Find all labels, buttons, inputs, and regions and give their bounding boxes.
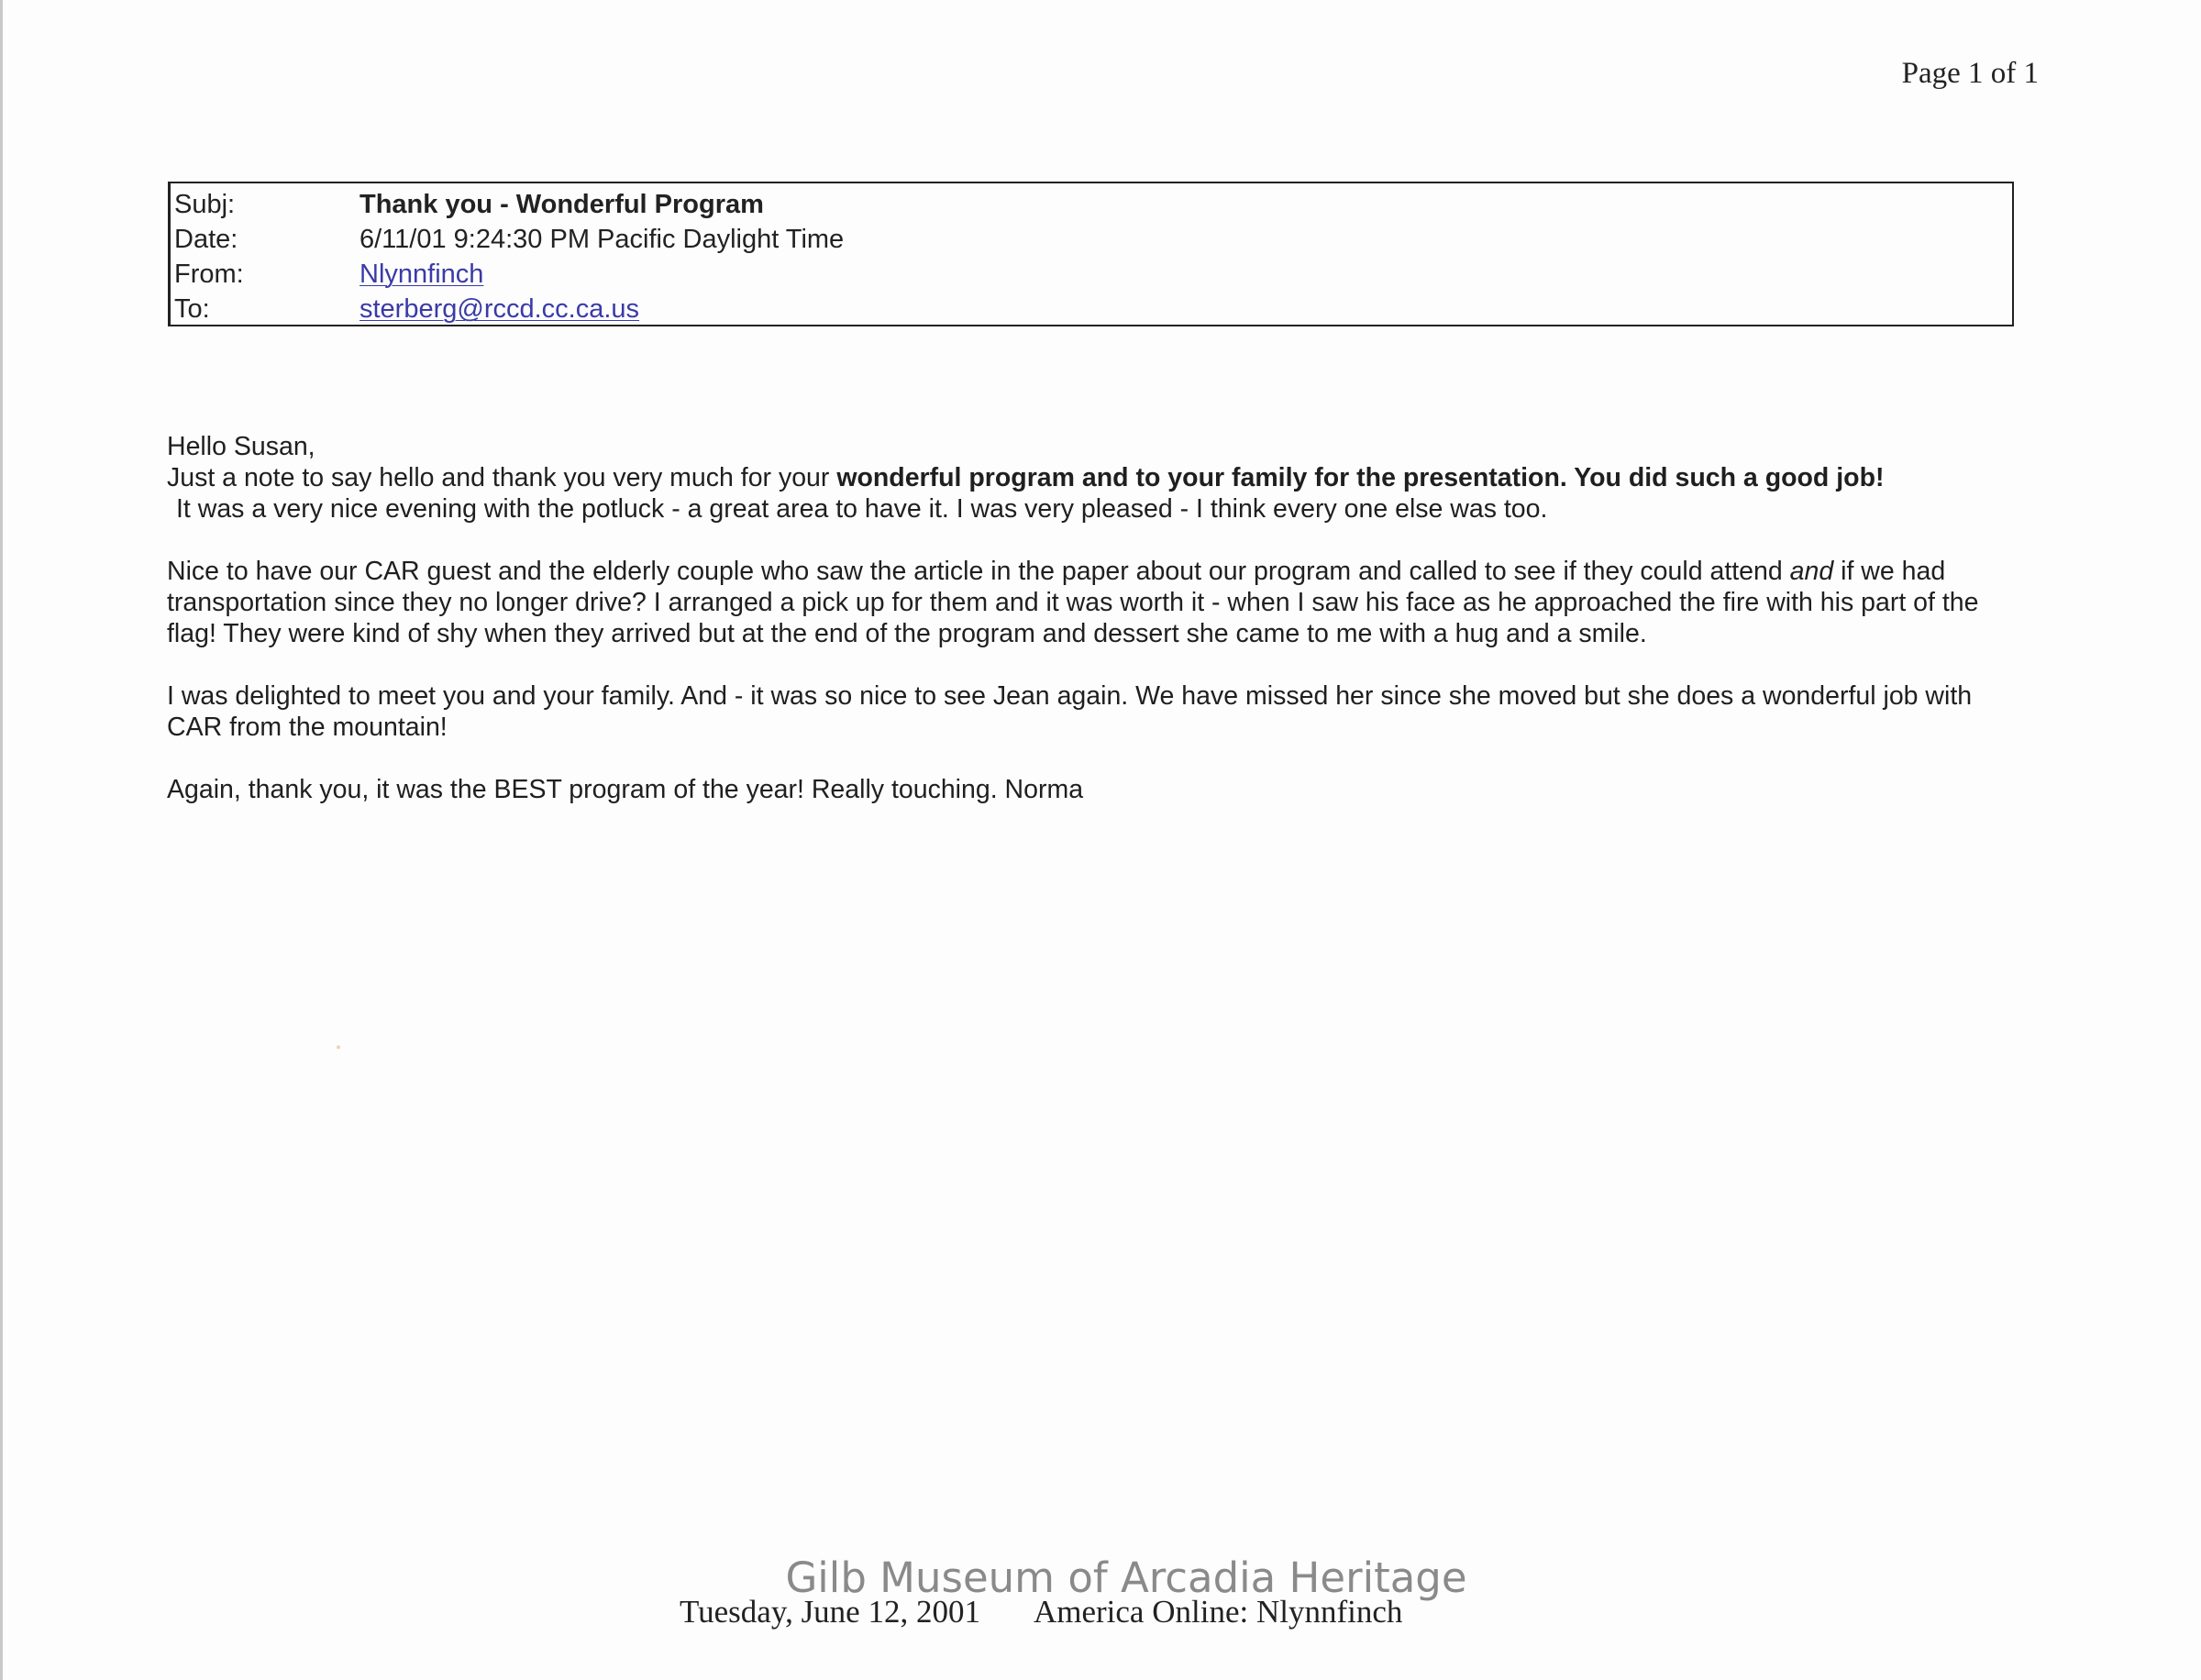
footer-source: America Online: Nlynnfinch xyxy=(1033,1594,1403,1630)
paragraph-1-bold: wonderful program and to your family for the presentation. You did such a good job! xyxy=(836,463,1885,492)
scan-speck xyxy=(337,1045,340,1049)
from-link[interactable]: Nlynnfinch xyxy=(359,260,484,289)
footer-date: Tuesday, June 12, 2001 xyxy=(680,1594,980,1630)
paragraph-2-end: if we had transportation since they no longer drive? I arranged a pick up for them and it was worth it - when I saw his face as he approached the fire with his part of the flag! They were kind of shy when they arrived but at the end of the program and dessert she came to me with a hug and a smile. xyxy=(167,557,1979,648)
paragraph-3: I was delighted to meet you and your family. And - it was so nice to see Jean again. We have missed her since she moved but she does a wonderful job with CAR from the mountain! xyxy=(167,681,1973,742)
email-header-box xyxy=(168,182,2014,326)
print-footer xyxy=(680,1594,1402,1630)
date-label: Date: xyxy=(174,225,238,254)
paragraph-gap xyxy=(167,525,2029,556)
to-link[interactable]: sterberg@rccd.cc.ca.us xyxy=(359,294,640,324)
email-body xyxy=(167,431,2029,805)
paragraph-gap xyxy=(167,743,2029,774)
museum-watermark: Gilb Museum of Arcadia Heritage xyxy=(785,1553,1467,1602)
paragraph-2-italic: and xyxy=(1789,557,1834,586)
date-value: 6/11/01 9:24:30 PM Pacific Daylight Time xyxy=(359,225,845,254)
scan-edge xyxy=(0,0,3,1680)
paragraph-gap xyxy=(167,649,2029,680)
paragraph-1 xyxy=(167,462,2029,493)
paragraph-4: Again, thank you, it was the BEST program of the year! Really touching. Norma xyxy=(167,775,1084,804)
paragraph-1-line-2: It was a very nice evening with the potluck - a great area to have it. I was very pleased - I think every one else was too. xyxy=(176,494,1548,524)
paragraph-1-text: Just a note to say hello and thank you very much for your xyxy=(167,463,837,492)
to-label: To: xyxy=(174,294,210,324)
page-number: Page 1 of 1 xyxy=(1901,57,2039,90)
subject-value: Thank you - Wonderful Program xyxy=(359,190,764,219)
greeting: Hello Susan, xyxy=(167,432,315,461)
from-label: From: xyxy=(174,260,244,289)
paragraph-2 xyxy=(167,556,2029,649)
paragraph-2-start: Nice to have our CAR guest and the elderly couple who saw the article in the paper about our program and called to see if they could attend xyxy=(167,557,1790,586)
subject-label: Subj: xyxy=(174,190,236,219)
